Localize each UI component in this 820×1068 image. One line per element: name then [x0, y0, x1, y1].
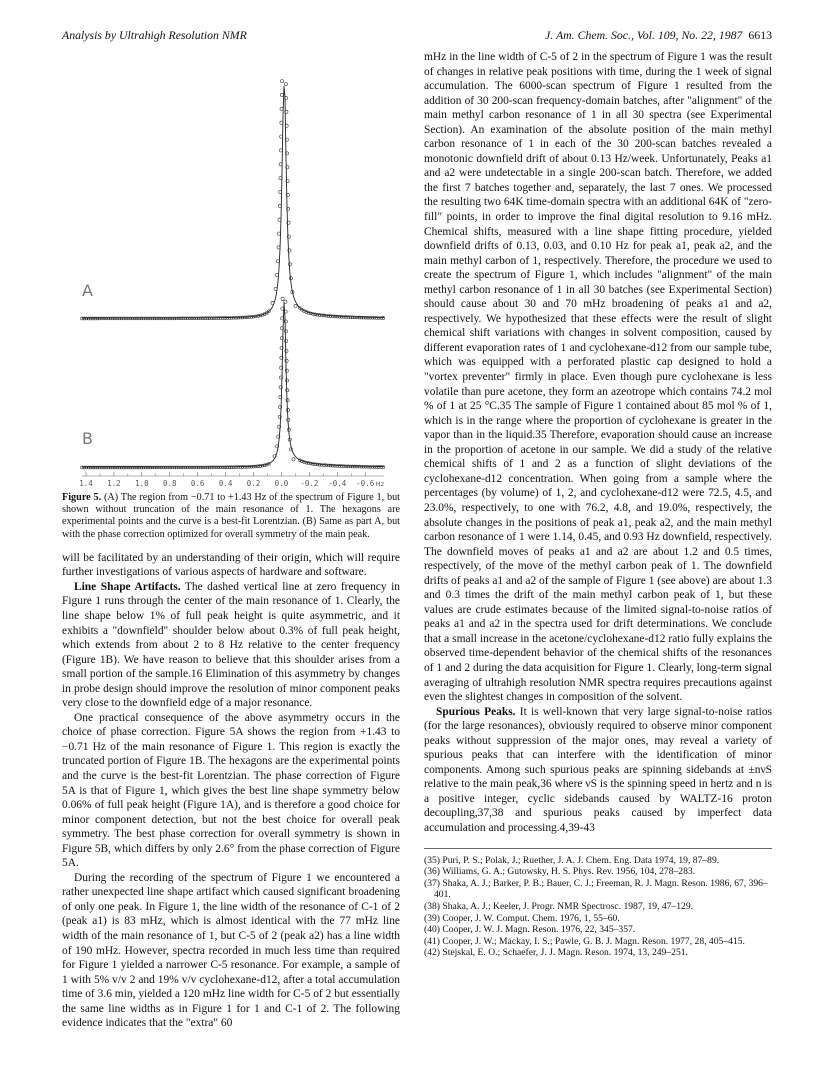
spectrum-panel-a — [81, 80, 385, 320]
lorentzian-curve — [82, 86, 384, 318]
reference-item: (42) Stejskal, E. O.; Schaefer, J. J. Magn. Reson. 1974, 13, 249–251. — [424, 947, 688, 959]
running-header-title: Analysis by Ultrahigh Resolution NMR — [62, 28, 247, 42]
tick-label: 1.4 — [79, 479, 93, 488]
frequency-axis — [79, 472, 384, 488]
reference-item: (36) Williams, G. A.; Gutowsky, H. S. Phys. Rev. 1956, 104, 278–283. — [424, 866, 696, 878]
nmr-spectrum-figure — [62, 56, 400, 490]
panel-a-label: A — [82, 281, 93, 300]
lorentzian-curve — [82, 302, 384, 467]
paragraph: mHz in the line width of C-5 of 2 in the spectrum of Figure 1 was the result of changes in relative peak positions with time, during the 1 week of signal accumulation. The 6000-scan spectrum of Figure 1 resulted from the addition of 30 200-scan frequency-domain batches, after "alignment" of the main methyl carbon resonance of 1 in all 30 spectra (see Experimental Section). An examination of the absolute position of the main methyl carbon resonance of 1 in each of the 30 200-scan batches revealed a monotonic downfield drift of about 0.13 Hz/week. Unfortunately, Peaks a1 and a2 were undetectable in a single 200-scan batch. Therefore, we added the first 7 batches together and, separately, the last 7 ones. We processed the resulting two 64K time-domain spectra with an additional 64K of "zero-fill" points, in order to improve the final digital resolution to 9.16 mHz. Chemical shifts, measured with a line shape fitting procedure, yielded downfield drifts of 0.13, 0.03, and 0.10 Hz for peak a1, peak a2, and the main methyl carbon of 1, respectively. Therefore, the procedure we used to create the spectrum of Figure 1, which includes "alignment" of the main methyl carbon resonance of 1 in all 30 batches (see Experimental Section) should cause about 30 and 70 mHz broadening of peaks a1 and a2, respectively. We hypothesized that these effects were the result of slight chemical shift variations with changes in solvent composition, caused by different evaporation rates of 1 and cyclohexane-d12 from our sample tube, which was equipped with a perforated plastic cap designed to hold a "vortex preventer" firmly in place. Even though pure cyclohexane is less volatile than pure acetone, they form an azeotrope which contains 74.2 mol % of 1 at 25 °C.35 The sample of Figure 1 contained about 85 mol % of 1, which is in the range where the proportion of cyclohexane is greater in the vapor than in the liquid.35 Therefore, evaporation should cause an increase in the proportion of acetone in our sample. We did a study of the relative chemical shifts of 1 and 2 as a function of slight deviations of the cyclohexane-d12 concentration. When going from a sample where the percentages (by volume) of 1, 2, and cyclohexane-d12 were 72.5, 4.5, and 23.0%, respectively, to one with 76.2, 4.8, and 19.0%, respectively, the absolute changes in the positions of peak a1, peak a2, and the main methyl carbon resonance of 1 were 1.14, 0.45, and 0.93 Hz downfield, respectively. The downfield moves of peaks a1 and a2 are about 1.2 and 0.5 times, respectively, of the move of the methyl carbon peak of 1. The downfield drifts of peaks a1 and a2 of the sample of Figure 1 (see above) are about 1.3 and 0.3 times the drift of the main methyl carbon peak of 1, but these values are crude estimates because of the limited signal-to-noise ratios of peaks a1 and a2 in the spectra used for drift determinations. We conclude that a small increase in the acetone/cyclohexane-d12 ratio fully explains the observed time-dependent behavior of the chemical shifts of the resonances of 1 and 2 during the data acquisition for Figure 1. Clearly, long-term signal averaging of ultrahigh resolution NMR spectra requires precautions against even the slightest changes in composition of the solvent. — [424, 51, 772, 704]
tick-label: 1.0 — [135, 479, 149, 488]
tick-label: -0.6 — [356, 479, 375, 488]
running-header-journal — [545, 28, 772, 43]
data-point — [281, 80, 284, 83]
data-point — [292, 458, 295, 461]
paragraph: During the recording of the spectrum of Figure 1 we encountered a rather unexpected line shape artifact which caused significant broadening of only one peak. In Figure 1, the line width of the resonance of C-1 of 2 (peak a1) is 83 mHz, which is almost identical with the 77 mHz line width of the main resonance of 1, but C-5 of 2 (peak a2) has a line width of 190 mHz. However, spectra recorded in much less time than required for Figure 1 yielded a narrower C-5 resonance. For example, a sample of 1 with 5% v/v 2 and 19% v/v cyclohexane-d12, after a total accumulation time of 3.6 min, yielded a 120 mHz line width for C-5 of 2 but essentially the same line widths as in Figure 1 for 1 and C-1 of 2. The following evidence indicates that the "extra" 60 — [62, 871, 400, 1030]
spectra-group — [81, 80, 385, 469]
paragraph: will be facilitated by an understanding of their origin, which will require further investigations of various aspects of hardware and software. — [62, 551, 400, 579]
tick-label: -0.2 — [300, 479, 319, 488]
tick-label: 0.2 — [246, 479, 261, 488]
data-point — [280, 107, 283, 110]
panel-b-label: B — [82, 429, 93, 448]
paragraph-text: The dashed vertical line at zero frequency in Figure 1 runs through the center of the main resonance of 1. Clearly, the line shape below 1% of full peak height is quite asymmetric, and it exhibits a "downfield" shoulder below about 0.3% of full peak height, which extends from about 2 to 8 Hz relative to the center frequency (Figure 1B). We have reason to believe that this shoulder arises from a small portion of the sample.16 Elimination of this asymmetry by changes in probe design should improve the resolution of minor component peaks very close to the downfield edge of a major resonance. — [62, 580, 400, 710]
paragraph-text: It is well-known that very large signal-to-noise ratios (for the large resonances), obviously required to observe minor component peaks without suppression of the major ones, may reveal a variety of spurious peaks that can interfere with the identification of minor components. Among such spurious peaks are spinning sidebands at ±nνS relative to the main peak,36 where νS is the spinning speed in hertz and n is a positive integer, cyclic sidebands caused by WALTZ-16 proton decoupling,37,38 and spurious peaks caused by imperfect data accumulation and processing.4,39-43 — [424, 705, 773, 834]
tick-label: 0.0 — [274, 479, 289, 488]
paragraph: One practical consequence of the above asymmetry occurs in the choice of phase correction. Figure 5A shows the region from +1.43 to −0.71 Hz of the main resonance of Figure 1. This region is exactly the truncated portion of Figure 1B. The hexagons are the experimental points and the curve is the best-fit Lorentzian. The phase correction of Figure 5A is that of Figure 1, which gives the best line shape symmetry below 0.06% of full peak height (Figure 1A), and is therefore a good choice for minor component detection, but not the best choice for overall peak symmetry. The best phase correction for overall symmetry is shown in Figure 5B, which differs by only 2.6° from the phase correction of Figure 5A. — [62, 711, 400, 870]
data-point — [281, 297, 284, 300]
caption-text: (A) The region from −0.71 to +1.43 Hz of the spectrum of Figure 1, but shown without truncation of the main resonance of 1. The hexagons are experimental points and the curve is a best-fit Lorentzian. (B) Same as part A, but with the phase correction optimized for overall symmetry of the main peak. — [62, 492, 400, 540]
data-point — [284, 83, 287, 86]
data-point — [294, 304, 297, 307]
reference-item: (37) Shaka, A. J.; Barker, P. B.; Bauer, C. J.; Freeman, R. J. Magn. Reson. 1986, 67, 396–401. — [424, 877, 768, 901]
references — [424, 848, 772, 959]
section-heading-spurious: Spurious Peaks. — [436, 705, 516, 718]
journal-citation: J. Am. Chem. Soc., Vol. 109, No. 22, 1987 — [545, 28, 743, 42]
spectrum-panel-b — [81, 297, 385, 469]
tick-label: 1.2 — [107, 479, 121, 488]
tick-label: -0.4 — [328, 479, 347, 488]
data-point — [286, 389, 289, 392]
tick-label: 0.8 — [162, 479, 177, 488]
data-point — [280, 93, 283, 96]
section-heading-line-shape: Line Shape Artifacts. — [74, 580, 181, 593]
figure-5 — [62, 56, 400, 490]
axis-unit-label: Hz — [375, 480, 384, 488]
tick-label: 0.4 — [218, 479, 233, 488]
figure-caption — [62, 492, 400, 541]
paragraph — [62, 580, 400, 711]
paragraph — [424, 705, 772, 836]
reference-item: (40) Cooper, J. W. J. Magn. Reson. 1976, 22, 345–357. — [424, 924, 636, 936]
tick-label: 0.6 — [190, 479, 205, 488]
data-point — [271, 301, 274, 304]
right-column — [424, 50, 772, 959]
caption-label: Figure 5. — [62, 492, 102, 503]
data-point — [285, 379, 288, 382]
reference-item: (41) Cooper, J. W.; Mackay, I. S.; Pawle, G. B. J. Magn. Reson. 1977, 28, 405–415. — [424, 935, 745, 947]
left-column — [62, 56, 400, 1031]
data-point — [286, 399, 289, 402]
reference-item: (39) Cooper, J. W. Comput. Chem. 1976, 1, 55–60. — [424, 912, 620, 924]
reference-item: (35) Puri, P. S.; Polak, J.; Ruether, J. A. J. Chem. Eng. Data 1974, 19, 87–89. — [424, 854, 720, 866]
reference-item: (38) Shaka, A. J.; Keeler, J. Progr. NMR Spectrosc. 1987, 19, 47–129. — [424, 900, 694, 912]
page-number: 6613 — [748, 28, 772, 42]
data-point — [284, 300, 287, 303]
